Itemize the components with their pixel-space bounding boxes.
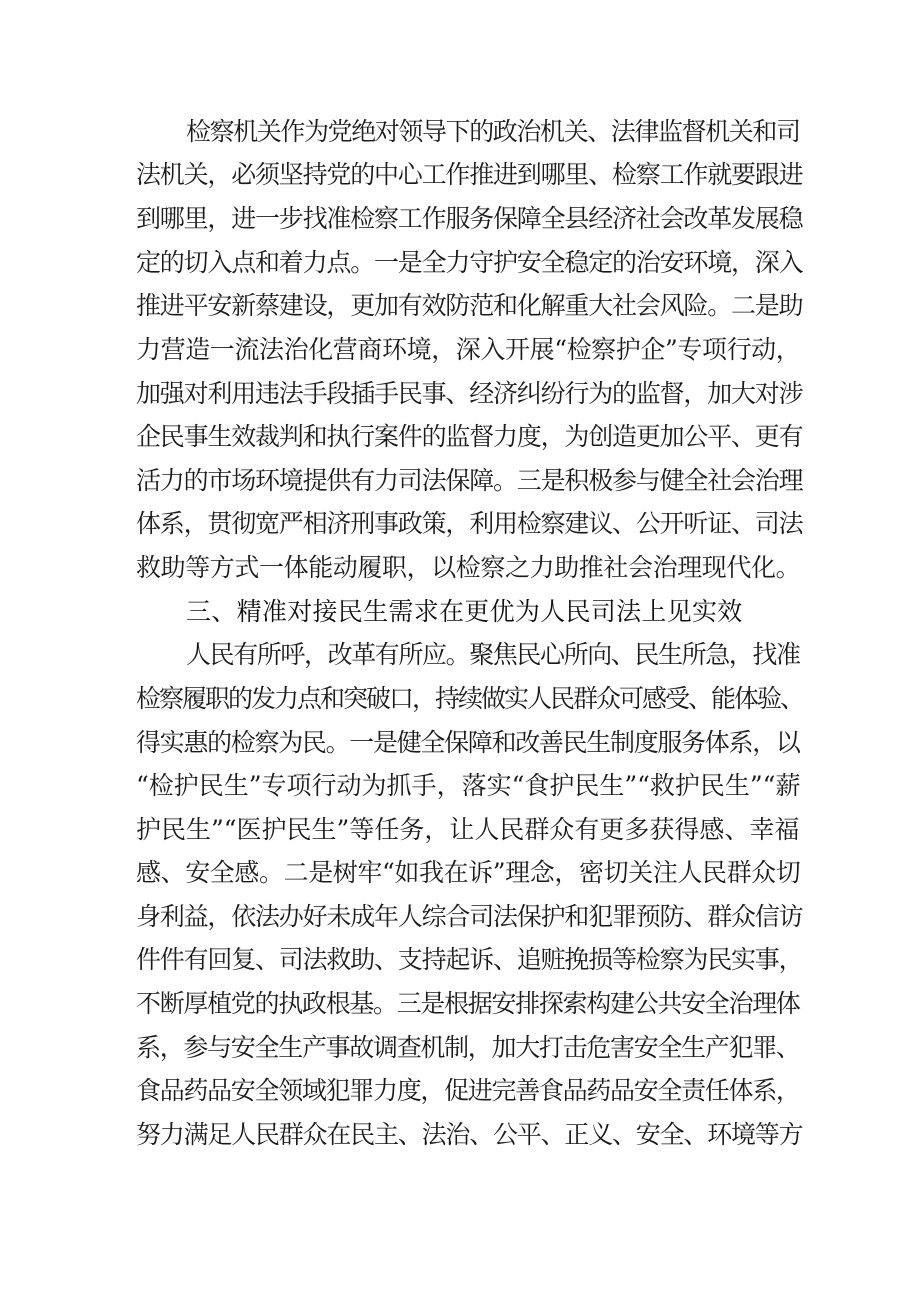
paragraph-2-line-1: 人民有所呼，改革有所应。聚焦民心所向、民生所急，找准 (186, 640, 800, 669)
paragraph-2-line-6: 感、安全感。二是树牢“如我在诉”理念，密切关注人民群众切 (136, 858, 801, 887)
paragraph-2-line-4: “检护民生”专项行动为抓手，落实“食护民生”“救护民生”“薪 (136, 771, 801, 800)
paragraph-2-line-5: 护民生”“医护民生”等任务，让人民群众有更多获得感、幸福 (136, 815, 800, 844)
section-heading: 三、精准对接民生需求在更优为人民司法上见实效 (186, 597, 743, 626)
paragraph-2-line-9: 不断厚植党的执政根基。三是根据安排探索构建公共安全治理体 (136, 989, 800, 1018)
paragraph-1-line-11: 救助等方式一体能动履职，以检察之力助推社会治理现代化。 (136, 553, 801, 582)
paragraph-2-line-7: 身利益，依法办好未成年人综合司法保护和犯罪预防、群众信访 (136, 902, 803, 931)
paragraph-1-line-10: 体系，贯彻宽严相济刑事政策，利用检察建议、公开听证、司法 (136, 509, 803, 538)
paragraph-1-line-4: 定的切入点和着力点。一是全力守护安全稳定的治安环境，深入 (136, 248, 803, 277)
paragraph-1-line-6: 力营造一流法治化营商环境，深入开展“检察护企”专项行动， (136, 335, 801, 364)
paragraph-2-line-11: 食品药品安全领域犯罪力度，促进完善食品药品安全责任体系， (136, 1076, 800, 1105)
paragraph-2-line-2: 检察履职的发力点和突破口，持续做实人民群众可感受、能体验、 (136, 684, 804, 713)
paragraph-1-line-1: 检察机关作为党绝对领导下的政治机关、法律监督机关和司 (186, 117, 800, 146)
paragraph-2-line-8: 件件有回复、司法救助、支持起诉、追赃挽损等检察为民实事， (136, 945, 803, 974)
paragraph-2-line-12: 努力满足人民群众在民主、法治、公平、正义、安全、环境等方 (136, 1120, 803, 1149)
paragraph-1-line-5: 推进平安新蔡建设，更加有效防范和化解重大社会风险。二是助 (136, 291, 803, 320)
paragraph-2-line-3: 得实惠的检察为民。一是健全保障和改善民生制度服务体系，以 (136, 728, 800, 757)
paragraph-1-line-9: 活力的市场环境提供有力司法保障。三是积极参与健全社会治理 (136, 466, 803, 495)
paragraph-1-line-7: 加强对利用违法手段插手民事、经济纠纷行为的监督，加大对涉 (136, 379, 803, 408)
paragraph-2-line-10: 系，参与安全生产事故调查机制，加大打击危害安全生产犯罪、 (136, 1033, 800, 1062)
paragraph-1-line-8: 企民事生效裁判和执行案件的监督力度，为创造更加公平、更有 (136, 422, 803, 451)
paragraph-1-line-2: 法机关，必须坚持党的中心工作推进到哪里、检察工作就要跟进 (136, 160, 803, 189)
paragraph-1-line-3: 到哪里，进一步找准检察工作服务保障全县经济社会改革发展稳 (136, 204, 803, 233)
